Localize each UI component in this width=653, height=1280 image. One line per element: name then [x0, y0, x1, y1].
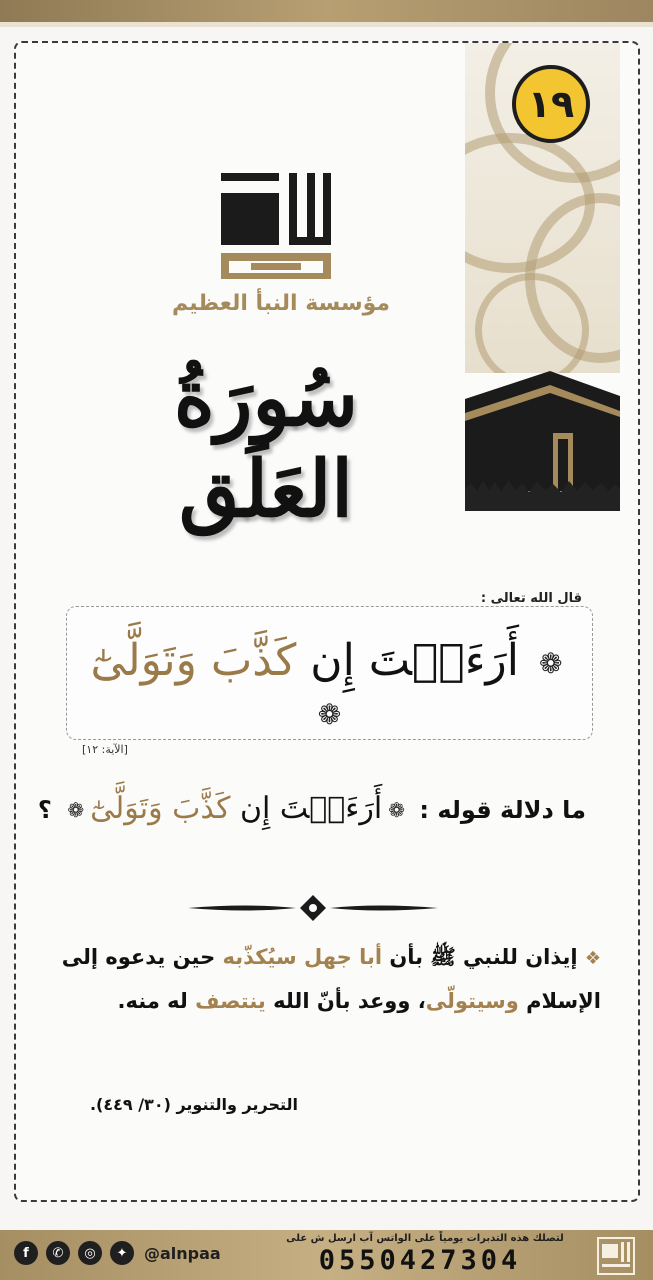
episode-number-badge [512, 65, 590, 143]
ornament-icon: ❁ [67, 798, 85, 822]
ayah-part2: كَذَّبَ وَتَوَلَّىٰٓ [90, 635, 297, 686]
ornamental-divider [188, 893, 438, 923]
ornament-icon: ❁ [388, 798, 406, 822]
org-name: مؤسسة النبأ العظيم [171, 291, 390, 316]
answer-highlight: أبا جهل سيُكذّبه [222, 945, 383, 969]
twitter-icon[interactable]: ✦ [110, 1241, 134, 1265]
kaaba-icon [465, 371, 620, 511]
ornament-icon: ❁ [317, 698, 342, 731]
answer-text [61, 936, 601, 1022]
phone-number[interactable]: 0550427304 [318, 1245, 522, 1276]
top-bar-line [0, 22, 653, 27]
surah-title: سُورَةُ العَلَق [173, 353, 359, 535]
intro-label: قال الله تعالى : [480, 591, 582, 606]
answer-segment: إيذان للنبي ﷺ بأن [382, 945, 578, 969]
episode-number: ١٩ [527, 82, 575, 126]
question-prefix: ما دلالة قوله : [419, 796, 586, 824]
footer-note: لتصلك هذه التدبرات يومياً على الواتس آب ارسل ش على [286, 1233, 564, 1244]
footer-logo [596, 1236, 636, 1276]
social-handle[interactable]: @alnpaa [144, 1243, 221, 1263]
question [37, 791, 586, 826]
ornament-icon: ❁ [538, 647, 563, 680]
answer-segment: ، ووعد بأنّ الله [265, 989, 426, 1013]
question-ayah-part1: أَرَءَيۡتَ إِن [230, 791, 383, 826]
footer-bar [0, 1230, 653, 1280]
instagram-icon[interactable]: ◎ [78, 1241, 102, 1265]
ayah-part1: أَرَءَيۡتَ إِن [296, 635, 519, 686]
org-logo [211, 163, 341, 283]
answer-segment: له منه. [117, 989, 196, 1013]
question-ayah [52, 791, 411, 826]
ayah-reference: [الآية: ١٢] [82, 743, 128, 756]
facebook-icon[interactable]: f [14, 1241, 38, 1265]
ayah-box [66, 606, 593, 740]
question-suffix: ؟ [37, 796, 52, 824]
source-citation: التحرير والتنوير (٣٠/ ٤٤٩). [89, 1095, 298, 1114]
whatsapp-icon[interactable]: ✆ [46, 1241, 70, 1265]
top-gold-bar [0, 0, 653, 22]
ayah-text [67, 635, 592, 737]
bullet-icon: ❖ [584, 948, 601, 969]
question-ayah-part2: كَذَّبَ وَتَوَلَّىٰٓ [90, 791, 231, 826]
content-frame [14, 41, 640, 1202]
answer-highlight: وسيتولّى [425, 989, 519, 1013]
answer-segment: حين يدعوه إلى الإسلام [61, 945, 601, 1013]
answer-highlight: ينتصف [195, 989, 266, 1013]
social-links [14, 1241, 221, 1265]
